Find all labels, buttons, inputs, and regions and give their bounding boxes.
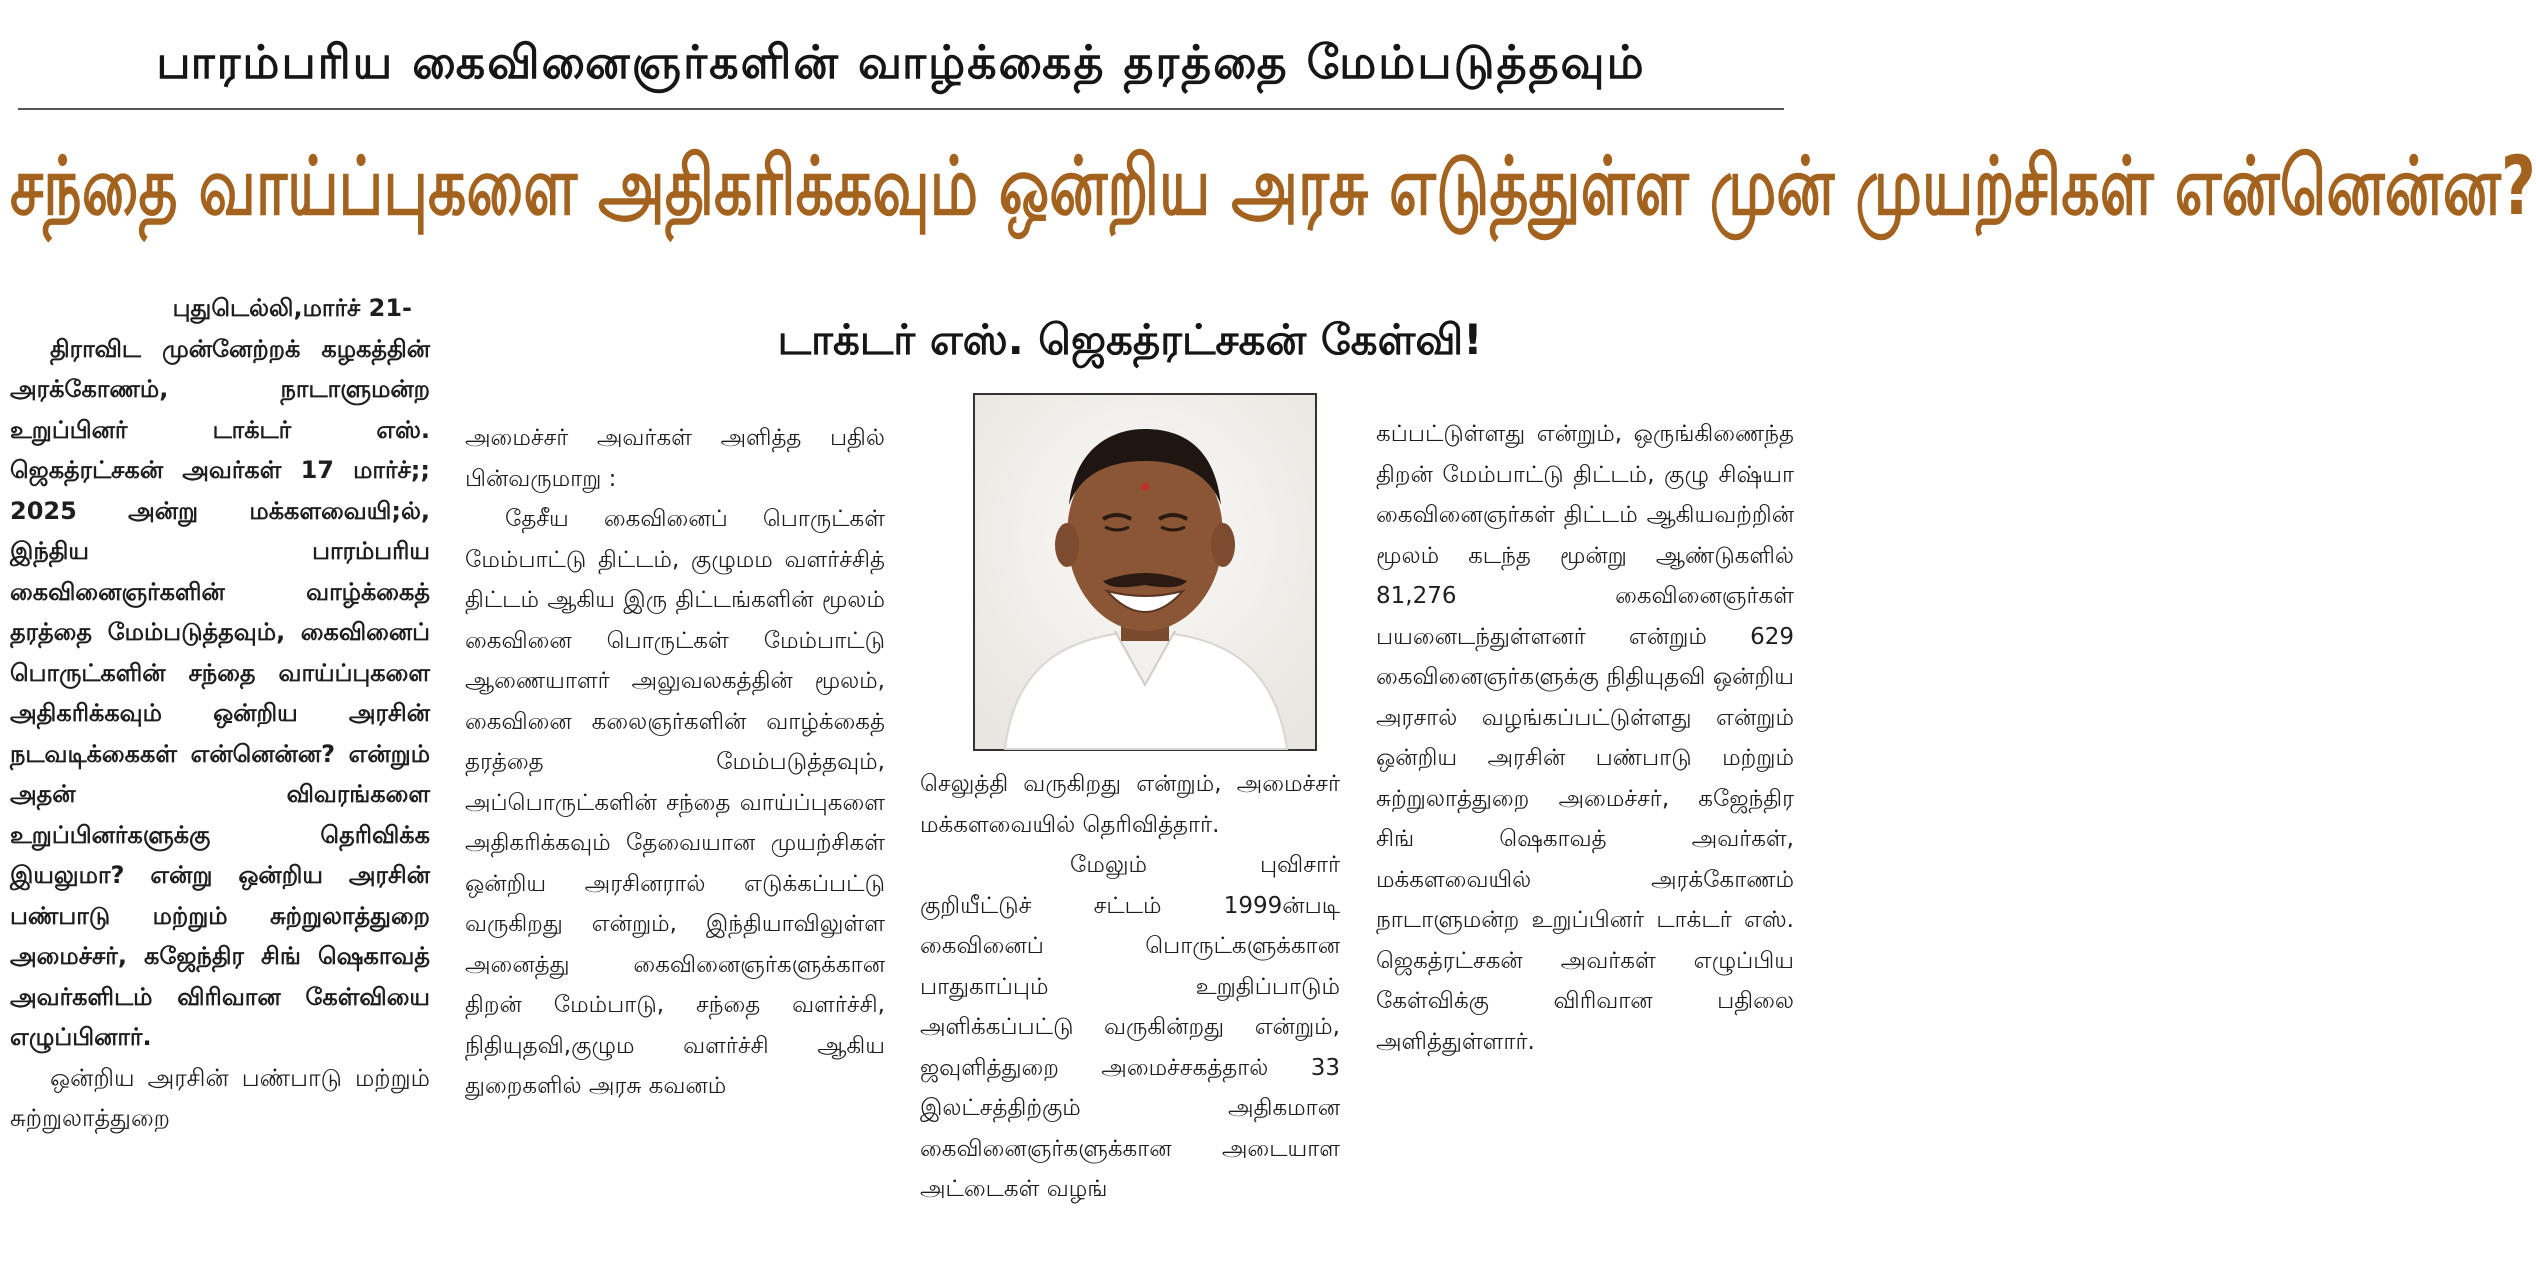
paragraph: கப்பட்டுள்ளது என்றும், ஒருங்கிணைந்த திறன் மேம்பாட்டு திட்டம், குழு சிஷ்யா கைவினைஞர்கள் திட்டம் ஆகியவற்றின் மூலம் கடந்த மூன்று ஆண்டுகளில் 81,276 கைவினைஞர்கள் பயனைடந்துள்ளனர் என்றும் 629 கைவினைஞர்களுக்கு நிதியுதவி ஒன்றிய அரசால் வழங்கப்பட்டுள்ளது என்றும் ஒன்றிய அரசின் பண்பாடு மற்றும் சுற்றுலாத்துறை அமைச்சர், கஜேந்திர சிங் ஷெகாவத் அவர்கள், மக்களவையில் அரக்கோணம் நாடாளுமன்ற உறுப்பினர் டாக்டர் எஸ். ஜெகத்ரட்சகன் அவர்கள் எழுப்பிய கேள்விக்கு விரிவான பதிலை அளித்துள்ளார். [1376,421,1794,1055]
paragraph: தேசீய கைவினைப் பொருட்கள் மேம்பாட்டு திட்டம், குழுமம வளர்ச்சித் திட்டம் ஆகிய இரு திட்டங்களின் மூலம் கைவினை பொருட்கள் மேம்பாட்டு ஆணையாளர் அலுவலகத்தின் மூலம், கைவினை கலைஞர்களின் வாழ்க்கைத் தரத்தை மேம்படுத்தவும், அப்பொருட்களின் சந்தை வாய்ப்புகளை அதிகரிக்கவும் தேவையான முயற்சிகள் ஒன்றிய அரசினரால் எடுக்கப்பட்டு வருகிறது என்றும், இந்தியாவிலுள்ள அனைத்து கைவினைஞர்களுக்கான திறன் மேம்பாடு, சந்தை வளர்ச்சி, நிதியுதவி,குழும வளர்ச்சி ஆகிய துறைகளில் அரசு கவனம் [465,506,885,1099]
headline-line-1: பாரம்பரிய கைவினைஞர்களின் வாழ்க்கைத் தரத்தை மேம்படுத்தவும் [156,35,1646,89]
article-column-3 [920,764,1340,1268]
paragraph: திராவிட முன்னேற்றக் கழகத்தின் அரக்கோணம், நாடாளுமன்ற உறுப்பினர் டாக்டர் எஸ். ஜெகத்ரட்சகன் அவர்கள் 17 மார்ச்;; 2025 அன்று மக்களவையி;ல், இந்திய பாரம்பரிய கைவினைஞர்களின் வாழ்க்கைத் தரத்தை மேம்படுத்தவும், கைவினைப் பொருட்களின் சந்தை வாய்ப்புகளை அதிகரிக்கவும் ஒன்றிய அரசின் நடவடிக்கைகள் என்னென்ன? என்றும் அதன் விவரங்களை உறுப்பினர்களுக்கு தெரிவிக்க இயலுமா? என்று ஒன்றிய அரசின் பண்பாடு மற்றும் சுற்றுலாத்துறை அமைச்சர், கஜேந்திர சிங் ஷெகாவத் அவர்களிடம் விரிவான கேள்வியை எழுப்பினார். [10,334,430,1051]
headline-line-2: சந்தை வாய்ப்புகளை அதிகரிக்கவும் ஒன்றிய அரசு எடுத்துள்ள முன் முயற்சிகள் என்னென்ன? [10,139,2536,235]
article-column-1 [10,288,430,1268]
subheadline: டாக்டர் எஸ். ஜெகத்ரட்சகன் கேள்வி! [777,315,1483,364]
paragraph: செலுத்தி வருகிறது என்றும், அமைச்சர் மக்களவையில் தெரிவித்தார். [920,771,1340,838]
dateline: புதுடெல்லி,மார்ச் 21- [172,294,412,322]
article-column-2 [465,418,885,1268]
portrait-photo-icon [975,395,1315,749]
portrait-photo [973,393,1317,751]
article-column-4 [1376,414,1794,1268]
paragraph: ஒன்றிய அரசின் பண்பாடு மற்றும் சுற்றுலாத்துறை [10,1063,430,1132]
paragraph: மேலும் புவிசார் குறியீட்டுச் சட்டம் 1999ன்படி கைவினைப் பொருட்களுக்கான பாதுகாப்பும் உறுதிப்பாடும் அளிக்கப்பட்டு வருகின்றது என்றும், ஜவுளித்துறை அமைச்சகத்தால் 33 இலட்சத்திற்கும் அதிகமான கைவினைஞர்களுக்கான அடையாள அட்டைகள் வழங் [920,852,1340,1202]
paragraph: அமைச்சர் அவர்கள் அளித்த பதில் பின்வருமாறு : [465,425,885,492]
